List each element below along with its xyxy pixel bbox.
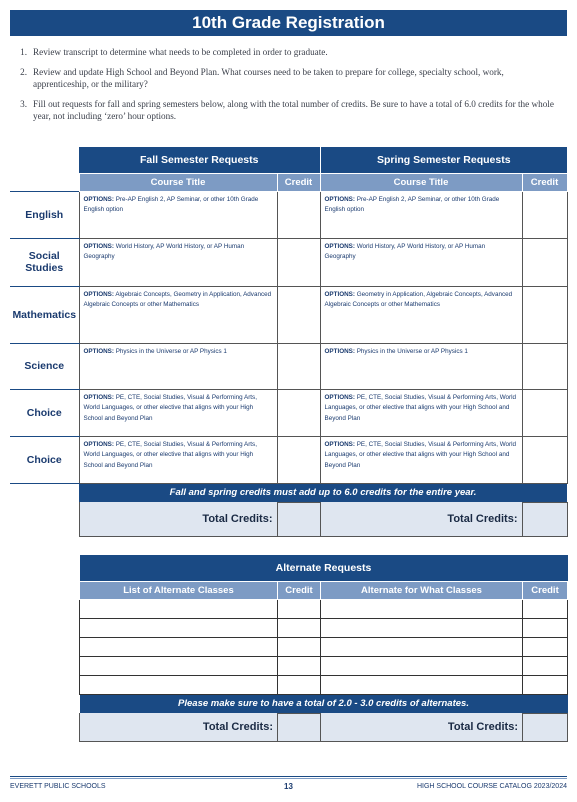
options-prefix: OPTIONS: bbox=[83, 393, 114, 401]
fall-credit-cell[interactable] bbox=[277, 238, 320, 286]
instruction-text: Review and update High School and Beyond Plan. What courses need to be taken to prepare for college, specialty school, work, apprenticeship, or the military? bbox=[33, 67, 504, 89]
subject-label: Social Studies bbox=[10, 238, 79, 286]
semester-requests-table bbox=[10, 147, 568, 537]
alternate-for-credit-header: Credit bbox=[523, 581, 568, 599]
options-text: Pre-AP English 2, AP Seminar, or other 10th Grade English option bbox=[324, 195, 500, 213]
spring-total-credits-label: Total Credits: bbox=[320, 502, 522, 536]
fall-credit-cell[interactable] bbox=[277, 343, 320, 389]
instruction-item bbox=[8, 46, 558, 58]
instruction-item bbox=[8, 98, 558, 122]
alternate-for-credit-field[interactable] bbox=[523, 618, 568, 637]
options-prefix: OPTIONS: bbox=[324, 242, 355, 250]
alternate-requests-header: Alternate Requests bbox=[80, 555, 568, 581]
spring-credit-cell[interactable] bbox=[522, 286, 567, 343]
instruction-number: 1. bbox=[20, 47, 27, 57]
spring-credit-cell[interactable] bbox=[522, 436, 567, 483]
alternate-for-credit-field[interactable] bbox=[523, 599, 568, 618]
alternate-row bbox=[80, 675, 568, 694]
table-row bbox=[10, 191, 567, 238]
subject-label: Science bbox=[10, 343, 79, 389]
spring-options-cell[interactable] bbox=[320, 238, 522, 286]
fall-credit-cell[interactable] bbox=[277, 286, 320, 343]
alternate-for-field[interactable] bbox=[321, 675, 523, 694]
spring-semester-header: Spring Semester Requests bbox=[320, 147, 567, 173]
page-number: 13 bbox=[284, 782, 293, 791]
alternate-credit-field[interactable] bbox=[278, 618, 321, 637]
alternate-classes-header: List of Alternate Classes bbox=[80, 581, 278, 599]
alternate-class-field[interactable] bbox=[80, 656, 278, 675]
alternates-note: Please make sure to have a total of 2.0 - 3.0 credits of alternates. bbox=[80, 694, 568, 713]
instruction-text: Review transcript to determine what needs to be completed in order to graduate. bbox=[33, 47, 328, 57]
fall-options-cell[interactable] bbox=[79, 191, 277, 238]
spring-credit-header: Credit bbox=[522, 173, 567, 191]
alternate-for-total-credits-label: Total Credits: bbox=[321, 713, 523, 741]
options-text: World History, AP World History, or AP Human Geography bbox=[324, 242, 486, 260]
options-prefix: OPTIONS: bbox=[324, 290, 355, 298]
alternate-for-field[interactable] bbox=[321, 656, 523, 675]
alternate-for-field[interactable] bbox=[321, 637, 523, 656]
spring-options-cell[interactable] bbox=[320, 343, 522, 389]
options-prefix: OPTIONS: bbox=[324, 393, 355, 401]
alternate-credit-field[interactable] bbox=[278, 637, 321, 656]
alternate-row bbox=[80, 637, 568, 656]
fall-total-credits-field[interactable] bbox=[277, 502, 320, 536]
fall-credit-cell[interactable] bbox=[277, 191, 320, 238]
spring-credit-cell[interactable] bbox=[522, 389, 567, 436]
fall-options-cell[interactable] bbox=[79, 238, 277, 286]
subject-label: Mathematics bbox=[10, 286, 79, 343]
options-text: Physics in the Universe or AP Physics 1 bbox=[356, 347, 468, 355]
alternate-class-field[interactable] bbox=[80, 675, 278, 694]
alternate-for-field[interactable] bbox=[321, 599, 523, 618]
footer-district: EVERETT PUBLIC SCHOOLS bbox=[10, 783, 106, 790]
spring-options-cell[interactable] bbox=[320, 389, 522, 436]
options-prefix: OPTIONS: bbox=[83, 290, 114, 298]
options-prefix: OPTIONS: bbox=[83, 242, 114, 250]
options-text: World History, AP World History, or AP Human Geography bbox=[83, 242, 245, 260]
page-title: 10th Grade Registration bbox=[10, 10, 567, 36]
fall-course-title-header: Course Title bbox=[79, 173, 277, 191]
options-prefix: OPTIONS: bbox=[83, 347, 114, 355]
spring-credit-cell[interactable] bbox=[522, 191, 567, 238]
options-prefix: OPTIONS: bbox=[324, 195, 355, 203]
options-prefix: OPTIONS: bbox=[83, 195, 114, 203]
instructions-list bbox=[8, 46, 558, 130]
fall-options-cell[interactable] bbox=[79, 286, 277, 343]
instruction-number: 2. bbox=[20, 67, 27, 77]
subject-label: Choice bbox=[10, 436, 79, 483]
fall-credit-cell[interactable] bbox=[277, 389, 320, 436]
alternate-requests-table bbox=[79, 555, 568, 742]
alternate-row bbox=[80, 599, 568, 618]
spring-options-cell[interactable] bbox=[320, 286, 522, 343]
table-row bbox=[10, 343, 567, 389]
spring-options-cell[interactable] bbox=[320, 191, 522, 238]
subject-label: English bbox=[10, 191, 79, 238]
instruction-item bbox=[8, 66, 558, 90]
options-text: PE, CTE, Social Studies, Visual & Performing Arts, World Languages, or other elective that aligns with your High School and Beyond Plan bbox=[83, 440, 257, 469]
credits-note: Fall and spring credits must add up to 6.0 credits for the entire year. bbox=[79, 483, 567, 502]
fall-options-cell[interactable] bbox=[79, 343, 277, 389]
table-row bbox=[10, 238, 567, 286]
alternate-for-credit-field[interactable] bbox=[523, 637, 568, 656]
alternate-row bbox=[80, 618, 568, 637]
alternate-credit-field[interactable] bbox=[278, 656, 321, 675]
footer-divider bbox=[10, 778, 567, 779]
alternate-for-total-credits-field[interactable] bbox=[523, 713, 568, 741]
alternate-for-header: Alternate for What Classes bbox=[321, 581, 523, 599]
fall-options-cell[interactable] bbox=[79, 436, 277, 483]
fall-credit-cell[interactable] bbox=[277, 436, 320, 483]
subject-label: Choice bbox=[10, 389, 79, 436]
options-text: Algebraic Concepts, Geometry in Application, Advanced Algebraic Concepts or other Mathematics bbox=[83, 290, 272, 308]
fall-options-cell[interactable] bbox=[79, 389, 277, 436]
spring-course-title-header: Course Title bbox=[320, 173, 522, 191]
alternate-class-field[interactable] bbox=[80, 618, 278, 637]
footer-divider bbox=[10, 776, 567, 777]
alternate-total-credits-label: Total Credits: bbox=[80, 713, 278, 741]
spring-options-cell[interactable] bbox=[320, 436, 522, 483]
fall-total-credits-label: Total Credits: bbox=[79, 502, 277, 536]
alternate-class-field[interactable] bbox=[80, 637, 278, 656]
options-text: Physics in the Universe or AP Physics 1 bbox=[115, 347, 227, 355]
spring-credit-cell[interactable] bbox=[522, 343, 567, 389]
options-prefix: OPTIONS: bbox=[324, 347, 355, 355]
alternate-credit-header: Credit bbox=[278, 581, 321, 599]
instruction-text: Fill out requests for fall and spring semesters below, along with the total number of credits. Be sure to have a total of 6.0 credits for the whole year, not including ‘zero’ hour options. bbox=[33, 99, 554, 121]
options-text: PE, CTE, Social Studies, Visual & Performing Arts, World Languages, or other elective that aligns with your High School and Beyond Plan bbox=[324, 393, 517, 422]
options-text: PE, CTE, Social Studies, Visual & Performing Arts, World Languages, or other elective that aligns with your High School and Beyond Plan bbox=[83, 393, 257, 422]
alternate-credit-field[interactable] bbox=[278, 599, 321, 618]
alternate-total-credits-field[interactable] bbox=[278, 713, 321, 741]
options-prefix: OPTIONS: bbox=[83, 440, 114, 448]
alternate-for-credit-field[interactable] bbox=[523, 656, 568, 675]
spring-total-credits-field[interactable] bbox=[522, 502, 567, 536]
alternate-credit-field[interactable] bbox=[278, 675, 321, 694]
options-prefix: OPTIONS: bbox=[324, 440, 355, 448]
options-text: Geometry in Application, Algebraic Concepts, Advanced Algebraic Concepts or other Mathematics bbox=[324, 290, 513, 308]
instruction-number: 3. bbox=[20, 99, 27, 109]
footer-catalog: HIGH SCHOOL COURSE CATALOG 2023/2024 bbox=[416, 783, 567, 790]
alternate-class-field[interactable] bbox=[80, 599, 278, 618]
fall-credit-header: Credit bbox=[277, 173, 320, 191]
options-text: PE, CTE, Social Studies, Visual & Performing Arts, World Languages, or other elective that aligns with your High School and Beyond Plan bbox=[324, 440, 517, 469]
alternate-row bbox=[80, 656, 568, 675]
alternate-for-credit-field[interactable] bbox=[523, 675, 568, 694]
alternate-for-field[interactable] bbox=[321, 618, 523, 637]
table-row bbox=[10, 286, 567, 343]
fall-semester-header: Fall Semester Requests bbox=[79, 147, 320, 173]
table-row bbox=[10, 389, 567, 436]
spring-credit-cell[interactable] bbox=[522, 238, 567, 286]
options-text: Pre-AP English 2, AP Seminar, or other 10th Grade English option bbox=[83, 195, 259, 213]
table-row bbox=[10, 436, 567, 483]
